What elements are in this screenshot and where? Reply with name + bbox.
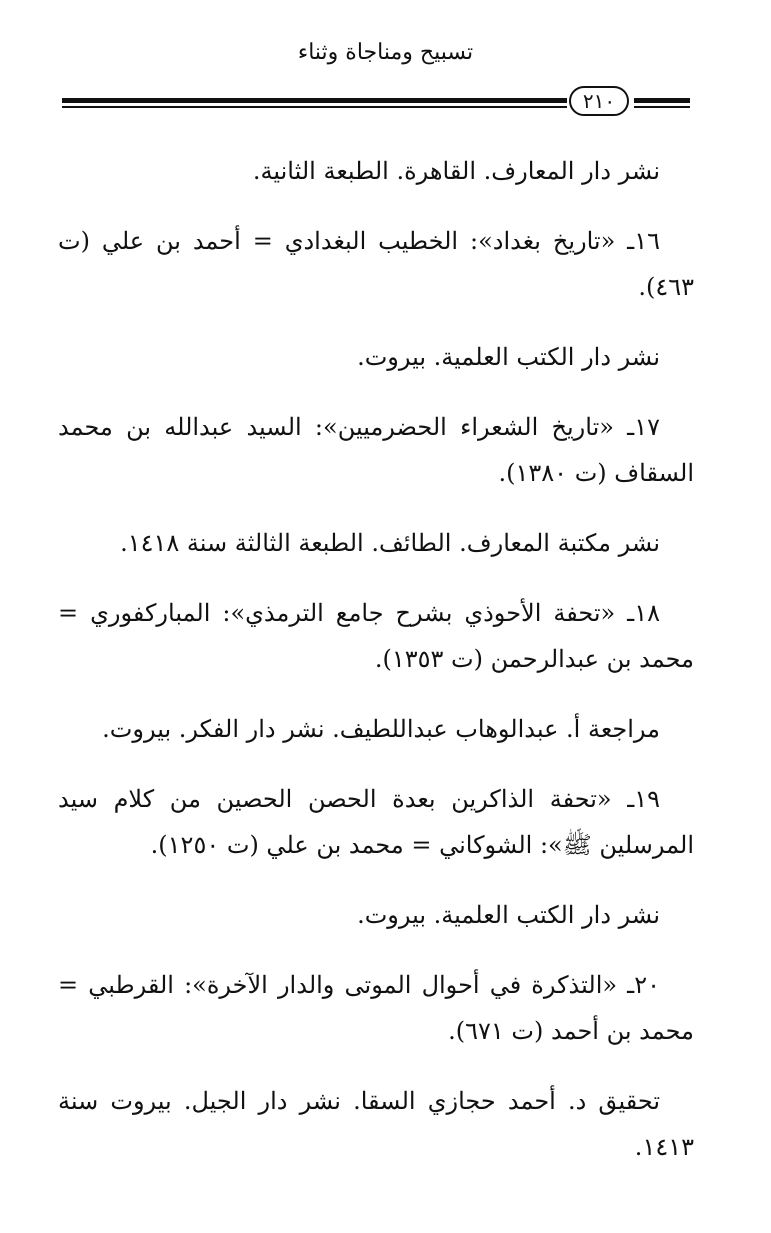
publication-note: نشر دار الكتب العلمية. بيروت.	[357, 343, 660, 371]
rule-right-thick	[634, 98, 690, 103]
bibliography-entry: ١٩ـ «تحفة الذاكرين بعدة الحصن الحصين من كلام سيد المرسلين ﷺ»: الشوكاني = محمد بن علي (ت ١٢٥٠).	[58, 785, 694, 859]
publication-note: تحقيق د. أحمد حجازي السقا. نشر دار الجيل. بيروت سنة ١٤١٣.	[58, 1087, 694, 1161]
bibliography-list	[58, 148, 694, 1194]
bibliography-entry: ١٧ـ «تاريخ الشعراء الحضرميين»: السيد عبدالله بن محمد السقاف (ت ١٣٨٠).	[58, 413, 694, 487]
publication-note: نشر دار المعارف. القاهرة. الطبعة الثانية.	[252, 157, 660, 185]
bibliography-entry: ٢٠ـ «التذكرة في أحوال الموتى والدار الآخرة»: القرطبي = محمد بن أحمد (ت ٦٧١).	[58, 971, 694, 1045]
publication-note: نشر دار الكتب العلمية. بيروت.	[357, 901, 660, 929]
rule-left-thin	[62, 106, 567, 108]
running-title: تسبيح ومناجاة وثناء	[297, 40, 474, 65]
page-number: ٢١٠	[569, 86, 629, 116]
publication-note: مراجعة أ. عبدالوهاب عبداللطيف. نشر دار الفكر. بيروت.	[102, 715, 660, 743]
rule-left-thick	[62, 98, 567, 103]
header-rule	[62, 86, 690, 120]
bibliography-entry: ١٨ـ «تحفة الأحوذي بشرح جامع الترمذي»: المباركفوري = محمد بن عبدالرحمن (ت ١٣٥٣).	[58, 599, 694, 673]
publication-note: نشر مكتبة المعارف. الطائف. الطبعة الثالثة سنة ١٤١٨.	[120, 529, 660, 557]
rule-right-thin	[634, 106, 690, 108]
bibliography-entry: ١٦ـ «تاريخ بغداد»: الخطيب البغدادي = أحمد بن علي (ت ٤٦٣).	[58, 227, 694, 301]
